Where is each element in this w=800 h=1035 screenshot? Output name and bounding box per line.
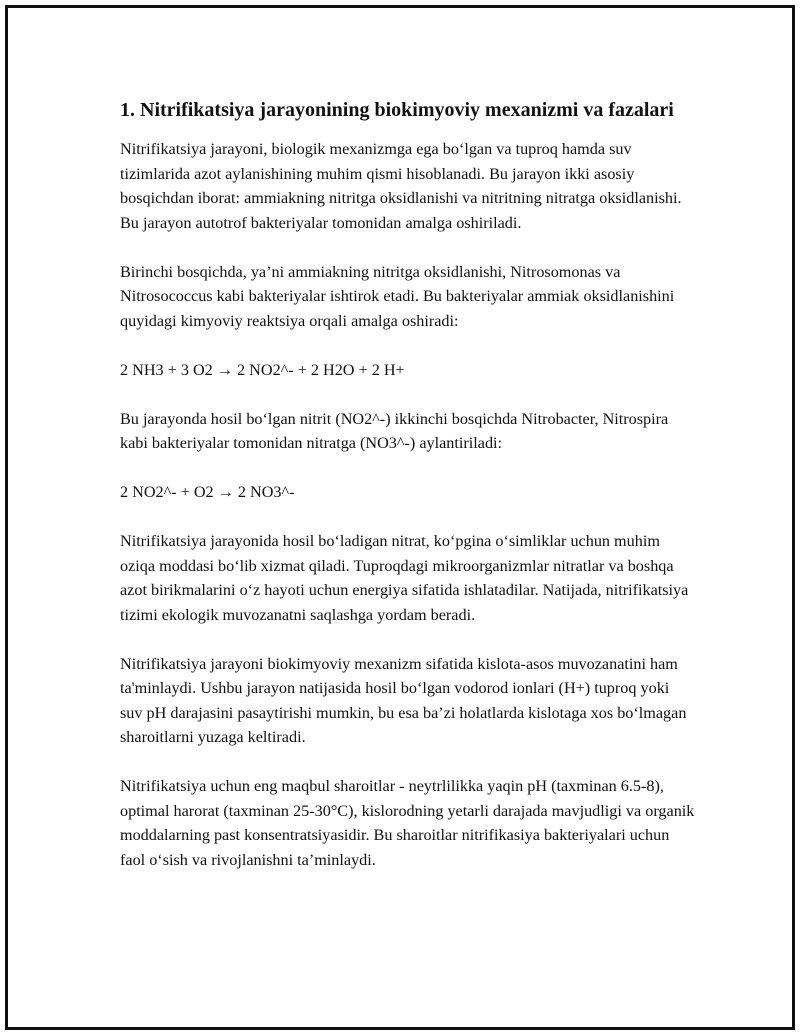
document-body [120, 96, 695, 897]
page-frame [5, 5, 795, 1030]
paragraph-nitrate-role: Nitrifikatsiya jarayonida hosil bo‘ladigan nitrat, ko‘pgina o‘simliklar uchun muhim oziqa moddasi bo‘lib xizmat qiladi. Tuproqdagi mikroorganizmlar nitratlar va boshqa azot birikmalarini o‘z hayoti uchun energiya sifatida ishlatadilar. Natijada, nitrifikatsiya tizimi ekologik muvozanatni saqlashga yordam beradi. [120, 532, 689, 624]
paragraph-intro: Nitrifikatsiya jarayoni, biologik mexanizmga ega bo‘lgan va tuproq hamda suv tizimlarida azot aylanishining muhim qismi hisoblanadi. Bu jarayon ikki asosiy bosqichdan iborat: ammiakning nitritga oksidlanishi va nitritning nitratga oksidlanishi. Bu jarayon autotrof bakteriyalar tomonidan amalga oshiriladi. [120, 140, 682, 232]
equation-nitrite-oxidation: 2 NO2^- + O2 → 2 NO3^- [120, 483, 295, 501]
section-heading: 1. Nitrifikatsiya jarayonining biokimyoviy mexanizmi va fazalari [120, 99, 674, 121]
equation-ammonia-oxidation: 2 NH3 + 3 O2 → 2 NO2^- + 2 H2O + 2 H+ [120, 360, 405, 379]
paragraph-second-stage: Bu jarayonda hosil bo‘lgan nitrit (NO2^-) ikkinchi bosqichda Nitrobacter, Nitrospira kabi bakteriyalar tomonidan nitratga (NO3^-) aylantiriladi: [120, 409, 669, 452]
paragraph-acid-base: Nitrifikatsiya jarayoni biokimyoviy mexanizm sifatida kislota-asos muvozanatini ham ta'minlaydi. Ushbu jarayon natijasida hosil bo‘lgan vodorod ionlari (H+) tuproq yoki suv pH darajasini pasaytirishi mumkin, bu esa ba’zi holatlarda kislotaga xos bo‘lmagan sharoitlarni yuzaga keltiradi. [120, 654, 687, 746]
paragraph-optimal-conditions: Nitrifikatsiya uchun eng maqbul sharoitlar - neytrlilikka yaqin pH (taxminan 6.5-8), optimal harorat (taxminan 25-30°C), kislorodning yetarli darajada mavjudligi va organik moddalarning past konsentratsiyasidir. Bu sharoitlar nitrifikasiya bakteriyalari uchun faol o‘sish va rivojlanishni ta’minlaydi. [120, 777, 695, 869]
paragraph-first-stage: Birinchi bosqichda, ya’ni ammiakning nitritga oksidlanishi, Nitrosomonas va Nitrosococcus kabi bakteriyalar ishtirok etadi. Bu bakteriyalar ammiak oksidlanishini quyidagi kimyoviy reaktsiya orqali amalga oshiradi: [120, 262, 675, 330]
